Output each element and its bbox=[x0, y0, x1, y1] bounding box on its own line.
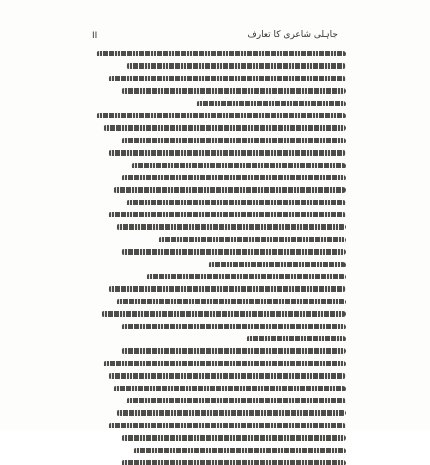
ink-stroke bbox=[113, 187, 346, 192]
ink-stroke bbox=[108, 76, 346, 81]
ink-stroke bbox=[103, 361, 346, 366]
handwritten-text-block bbox=[96, 44, 346, 384]
ink-stroke bbox=[121, 138, 346, 143]
ink-stroke bbox=[116, 224, 346, 229]
running-head bbox=[92, 30, 338, 44]
handwritten-line bbox=[96, 230, 346, 242]
ink-stroke bbox=[108, 150, 346, 155]
ink-stroke bbox=[96, 51, 346, 56]
handwritten-line bbox=[96, 329, 346, 341]
handwritten-line bbox=[96, 391, 346, 403]
handwritten-line bbox=[96, 292, 346, 304]
handwritten-line bbox=[96, 341, 346, 353]
running-header-title: جاہلی شاعری کا تعارف bbox=[247, 30, 338, 40]
handwritten-line bbox=[96, 441, 346, 453]
handwritten-line bbox=[96, 168, 346, 180]
ink-stroke bbox=[96, 113, 346, 118]
handwritten-line bbox=[96, 118, 346, 130]
handwritten-line bbox=[96, 44, 346, 56]
handwritten-line bbox=[96, 81, 346, 93]
ink-stroke bbox=[113, 386, 346, 391]
handwritten-line bbox=[96, 242, 346, 254]
handwritten-line bbox=[96, 304, 346, 316]
ink-stroke bbox=[131, 163, 346, 168]
ink-stroke bbox=[108, 286, 346, 291]
handwritten-line bbox=[96, 193, 346, 205]
ink-stroke bbox=[103, 125, 346, 130]
handwritten-line bbox=[96, 156, 346, 168]
ink-stroke bbox=[146, 274, 346, 279]
ink-stroke bbox=[133, 448, 346, 453]
paragraph bbox=[96, 106, 346, 267]
handwritten-line bbox=[96, 255, 346, 267]
ink-stroke bbox=[121, 324, 346, 329]
ink-stroke bbox=[108, 373, 346, 378]
ink-stroke bbox=[126, 63, 346, 68]
paragraph bbox=[96, 267, 346, 341]
handwritten-line bbox=[96, 267, 346, 279]
handwritten-line bbox=[96, 379, 346, 391]
handwritten-line bbox=[96, 69, 346, 81]
ink-stroke bbox=[196, 101, 346, 106]
ink-stroke bbox=[108, 212, 346, 217]
ink-stroke bbox=[126, 398, 346, 403]
ink-stroke bbox=[101, 311, 346, 316]
handwritten-line bbox=[96, 217, 346, 229]
ink-stroke bbox=[246, 336, 346, 341]
ink-stroke bbox=[121, 175, 346, 180]
handwritten-line bbox=[96, 143, 346, 155]
ink-stroke bbox=[121, 435, 346, 440]
handwritten-line bbox=[96, 416, 346, 428]
handwritten-line bbox=[96, 205, 346, 217]
handwritten-line bbox=[96, 56, 346, 68]
handwritten-line bbox=[96, 279, 346, 291]
ink-stroke bbox=[126, 200, 346, 205]
ink-stroke bbox=[116, 410, 346, 415]
handwritten-line bbox=[96, 403, 346, 415]
ink-stroke bbox=[121, 460, 346, 465]
ink-stroke bbox=[121, 249, 346, 254]
handwritten-line bbox=[96, 131, 346, 143]
ink-stroke bbox=[121, 348, 346, 353]
ink-stroke bbox=[208, 262, 346, 267]
handwritten-line bbox=[96, 94, 346, 106]
paragraph bbox=[96, 44, 346, 106]
ink-stroke bbox=[108, 423, 346, 428]
paragraph bbox=[96, 341, 346, 465]
ink-stroke bbox=[158, 237, 346, 242]
handwritten-line bbox=[96, 453, 346, 465]
handwritten-line bbox=[96, 354, 346, 366]
handwritten-line bbox=[96, 180, 346, 192]
ink-stroke bbox=[116, 299, 346, 304]
page-number: II bbox=[92, 31, 98, 41]
handwritten-line bbox=[96, 317, 346, 329]
ink-stroke bbox=[121, 88, 346, 93]
handwritten-line bbox=[96, 366, 346, 378]
handwritten-line bbox=[96, 106, 346, 118]
